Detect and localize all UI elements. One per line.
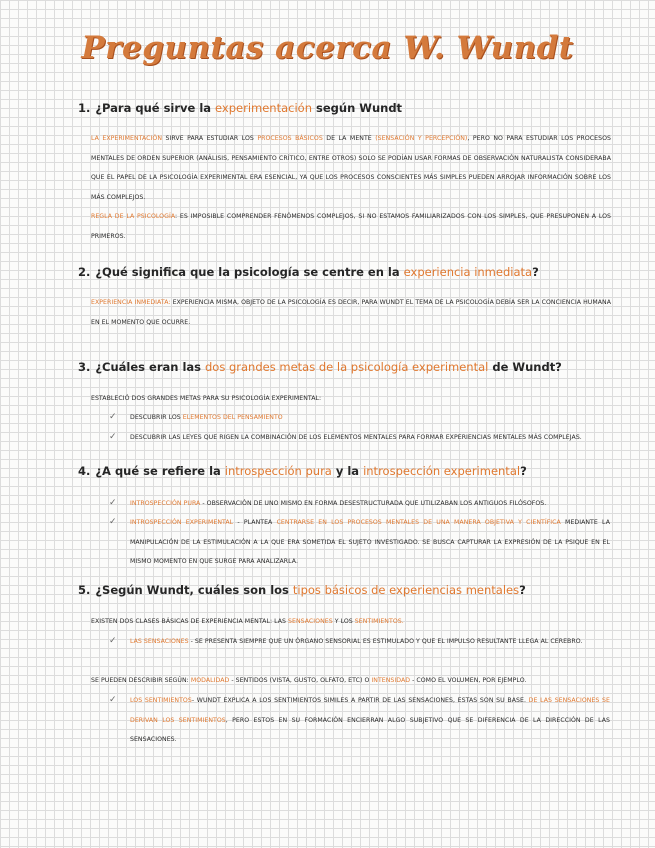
highlight: REGLA DE LA PSICOLOGÍA	[91, 213, 175, 220]
highlight: (SENSACIÓN Y PERCEPCIÓN)	[375, 135, 468, 142]
text: EXISTEN DOS CLASES BÁSICAS DE EXPERIENCIA MENTAL: LAS	[91, 618, 289, 625]
text: - SENTIDOS (VISTA, GUSTO, OLFATO, ETC) O	[229, 677, 372, 684]
text: , PERO NO PARA ESTUDIAR LOS PROCESOS MENTALES DE ORDEN SUPERIOR (ANÁLISIS, PENSAMIENTO CRÍTICO, ENTRE OTROS) SOLO SE PODÍAN USAR FORMAS DE OBSERVACIÓN NATURALISTA CONSIDERABA QUE EL PAPEL DE LA PSICOLOGÍA EXPERIMENTAL ERA ESENCIAL, YA QUE LOS PROCESOS CONSCIENTES MÁS SIMPLES PUEDEN ARROJAR INFORMACIÓN SOBRE LOS MÁS COMPLEJOS.	[91, 135, 611, 201]
question-text: ¿Para qué sirve la	[95, 101, 216, 115]
question-3-heading	[78, 360, 638, 374]
highlight: DE LAS SENSACIONES SE DERIVAN LOS SENTIMIENTOS	[130, 697, 610, 724]
q3-intro: ESTABLECIÓ DOS GRANDES METAS PARA SU PSICOLOGÍA EXPERIMENTAL:	[91, 395, 322, 402]
question-highlight: tipos básicos de experiencias mentales	[292, 583, 520, 597]
question-number: 3.	[78, 360, 91, 374]
highlight: EXPERIENCIA INMEDIATA:	[91, 299, 171, 306]
question-number: 1.	[78, 101, 91, 115]
question-text-end: según Wundt	[312, 101, 403, 115]
text: SIRVE PARA ESTUDIAR LOS	[162, 135, 258, 142]
question-number: 5.	[78, 583, 91, 597]
text: SE PUEDEN DESCRIBIR SEGÚN:	[91, 677, 191, 684]
q1-paragraph-2	[91, 207, 611, 246]
question-2-heading	[78, 265, 638, 279]
question-highlight: experimentación	[215, 101, 312, 115]
question-4-heading	[78, 464, 638, 478]
check-icon: ✓	[109, 695, 117, 705]
q3-bullet-2	[109, 428, 610, 448]
question-5-heading	[78, 583, 638, 597]
highlight: SENSACIONES	[288, 618, 333, 625]
question-text: ¿Según Wundt, cuáles son los	[95, 583, 293, 597]
highlight: MODALIDAD	[190, 677, 230, 684]
question-highlight: dos grandes metas de la psicología experimental	[205, 360, 489, 374]
highlight: INTROSPECCIÓN EXPERIMENTAL	[130, 519, 234, 526]
text: DESCUBRIR LOS	[130, 414, 183, 421]
question-text-end: ?	[520, 464, 527, 478]
q2-paragraph	[91, 293, 611, 332]
check-icon: ✓	[109, 498, 117, 508]
page-title: Preguntas acerca W. Wundt	[81, 30, 574, 66]
check-icon: ✓	[109, 636, 117, 646]
question-text: ¿Qué significa que la psicología se centre en la	[95, 265, 404, 279]
highlight: INTENSIDAD	[371, 677, 411, 684]
highlight: ELEMENTOS DEL PENSAMIENTO	[182, 414, 283, 421]
q1-paragraph-1	[91, 129, 611, 207]
q5-describe-line	[91, 671, 611, 691]
text: DE LA MENTE	[322, 135, 376, 142]
text: - COMO EL VOLUMEN, POR EJEMPLO.	[410, 677, 527, 684]
check-icon: ✓	[109, 412, 117, 422]
question-text-end: ?	[532, 265, 539, 279]
question-text-end: de Wundt?	[488, 360, 562, 374]
text: - PLANTEA	[233, 519, 277, 526]
question-text-end: ?	[519, 583, 526, 597]
text: DESCUBRIR LAS LEYES QUE RIGEN LA COMBINACIÓN DE LOS ELEMENTOS MENTALES PARA FORMAR EXPERIENCIAS MENTALES MÁS COMPLEJAS.	[130, 434, 582, 441]
text: MEDIANTE LA MANIPULACIÓN DE LA ESTIMULACIÓN A LA QUE ERA SOMETIDA EL SUJETO INVESTIGADO. SE BUSCA CAPTURAR LA EXPRESIÓN DE LA PSIQUE EN EL MISMO MOMENTO EN QUE SURGE PARA ANALIZARLA.	[130, 519, 610, 565]
text: EXPERIENCIA MISMA, OBJETO DE LA PSICOLOGÍA ES DECIR, PARA WUNDT EL TEMA DE LA PSICOLOGÍA DEBÍA SER LA CONCIENCIA HUMANA EN EL MOMENTO QUE OCURRE.	[91, 299, 611, 326]
highlight: PROCESOS BÁSICOS	[257, 135, 323, 142]
highlight: SENTIMIENTOS.	[354, 618, 404, 625]
text: , PERO ESTOS EN SU FORMACIÓN ENCIERRAN ALGO SUBJETIVO QUE SE DIFERENCIA DE LA DIRECCIÓN DE LAS SENSACIONES.	[130, 716, 610, 743]
text: - SE PRESENTA SIEMPRE QUE UN ÓRGANO SENSORIAL ES ESTIMULADO Y QUE EL IMPULSO RESULTANTE LLEGA AL CEREBRO.	[188, 638, 583, 645]
highlight: LA EXPERIMENTACIÓN	[91, 135, 163, 142]
question-number: 2.	[78, 265, 91, 279]
question-number: 4.	[78, 464, 91, 478]
q4-bullet-1	[109, 494, 610, 514]
question-highlight: introspección experimental	[363, 464, 521, 478]
q5-bullet-1	[109, 632, 610, 652]
question-text: ¿Cuáles eran las	[95, 360, 205, 374]
text: : ES IMPOSIBLE COMPRENDER FENÓMENOS COMPLEJOS, SI NO ESTAMOS FAMILIARIZADOS CON LOS SIMPLES, QUE PRESUPONEN A LOS PRIMEROS.	[91, 213, 612, 240]
text: - OBSERVACIÓN DE UNO MISMO EN FORMA DESESTRUCTURADA QUE UTILIZABAN LOS ANTIGUOS FILÓSOFOS.	[200, 500, 547, 507]
question-highlight: introspección pura	[224, 464, 332, 478]
check-icon: ✓	[109, 517, 117, 527]
highlight: LAS SENSACIONES	[130, 638, 189, 645]
q5-intro	[91, 612, 611, 632]
q4-bullet-2	[109, 513, 610, 572]
text: Y LOS	[332, 618, 355, 625]
highlight: LOS SENTIMIENTOS	[130, 697, 192, 704]
question-highlight: experiencia inmediata	[403, 265, 533, 279]
highlight: INTROSPECCIÓN PURA	[130, 500, 201, 507]
question-1-heading	[78, 101, 638, 115]
text: - WUNDT EXPLICA A LOS SENTIMIENTOS SIMILES A PARTIR DE LAS SENSACIONES, ESTAS SON SU BASE.	[191, 697, 529, 704]
question-text: ¿A qué se refiere la	[95, 464, 225, 478]
check-icon: ✓	[109, 432, 117, 442]
question-text: y la	[331, 464, 364, 478]
highlight: CENTRARSE EN LOS PROCESOS MENTALES DE UNA MANERA OBJETIVA Y CIENTÍFICA	[276, 519, 561, 526]
q5-bullet-2	[109, 691, 610, 750]
q3-bullet-1	[109, 408, 610, 428]
